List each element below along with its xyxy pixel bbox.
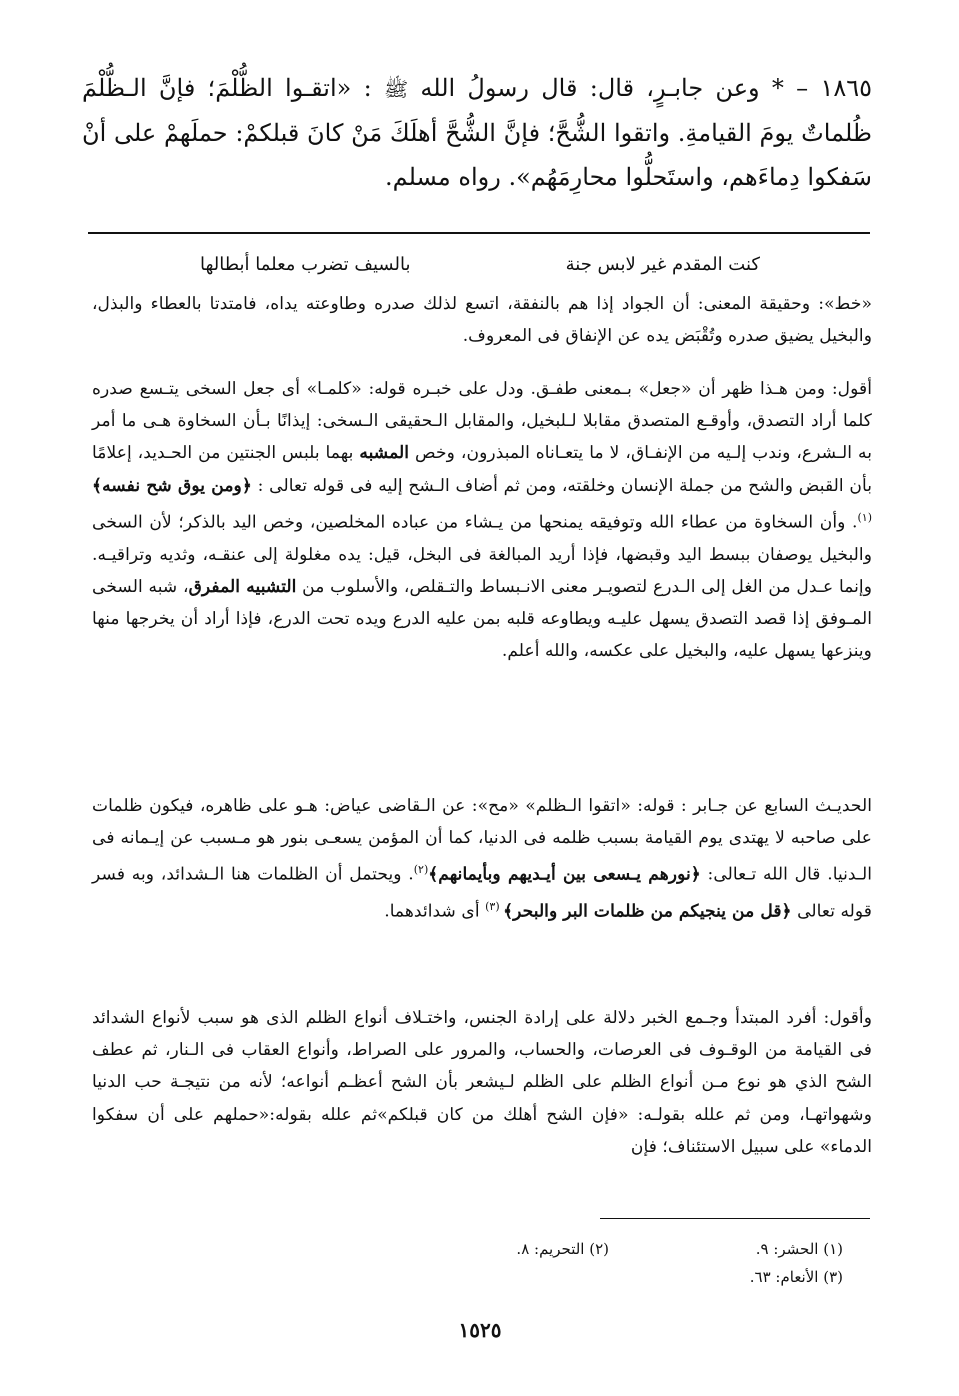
paragraph-text: وأقول: أفرد المبتدأ وجـمع الخبر دلالة على إرادة الجنس، واختـلاف أنواع الظلم الذى هو سبب لأنواع الشدائد فى القيامة من الوقـوف فى العرصات، والحساب، والمرور على الصراط، وأنواع العقاب فى الـنار، ثم عطف الشح الذي هو نوع مـن أنواع الظلم على الظلم لـيشعر بأن الشح أعظـم أنواعه؛ لأنه من نتيجـة حب الدنيا وشهواتهـا، ومن ثم علله بقولـه: «فإن الشح أهلك من كان قبلكم»ثم علله بقوله:«حملهم على أن سفكوا الدماء» على سبيل الاستئناف؛ فإن (92, 1008, 872, 1157)
commentary-paragraph-3 (92, 790, 872, 928)
quran-quote: ﴿ومن يوق شح نفسه﴾ (92, 475, 252, 496)
bold-term: التشبيه المفرق (188, 576, 297, 597)
poetry-verse (200, 250, 760, 280)
paragraph-text: . ويحتمل أن الظلمات هنا الـشدائد، وبه فسر قوله تعالى (92, 865, 872, 923)
paragraph-text: . وأن السخاوة من عطاء الله وتوفيقه يمنحها من يـشاء من عباده المخلصين، وخص اليد بالذكر؛ لأن السخى والبخيل يوصفان ببسط اليد وقبضها، فإذا أريد المبالغة فى البخل، قيل: يده مغلولة إلى عنقـه، وثديه وتراقيـه. وإنما عـدل من الغل إلى الـدرع لتصويـر معنى الانـبساط والتـقلص، والأسلوب من (92, 512, 872, 597)
paragraph-text: «خط»: وحقيقة المعنى: أن الجواد إذا هم بالنفقة، اتسع لذلك صدره وطاوعته يداه، فامتدتا بالعطاء والبذل، والبخيل يضيق صدره وتُقْبَض يده عن الإنفاق فى المعروف. (92, 294, 872, 347)
quran-quote: ﴿نورهم يـسعى بين أيـديهم وبأيمانهم﴾ (428, 865, 701, 886)
footnote-3: (٣) الأنعام: ٦٣. (749, 1268, 843, 1286)
star-icon: * (759, 74, 784, 102)
salawat-seal: ﷺ (383, 77, 409, 101)
paragraph-text: بهما بلبس الجنتين من الحـديد، إعلامًا بأن القبض والشح من جملة الإنسان وخلقته، ومن ثم أضاف الـشح إليه فى قوله تعالى : (92, 443, 872, 496)
footnote-ref: (٣) (485, 900, 504, 914)
footnote-1: (١) الحشر: ٩. (755, 1240, 843, 1258)
bold-term: المشبه (359, 443, 410, 464)
hadith-body: : «اتقـوا الظُّلْمَ؛ فإنَّ الـظُّلْمَ ظُلماتٌ يومَ القيامةِ. واتقوا الشُّحَّ؛ فإنَّ الشُّحَّ أهلَكَ مَنْ كانَ قبلكمْ: حملَهمْ على أنْ سَفكوا دِماءَهم، واستَحلُّوا محارِمَهُم». رواه مسلم. (82, 74, 872, 191)
header-divider (88, 232, 870, 234)
hadith-intro: وعن جابـرٍ، قال: قال رسولُ الله (408, 74, 760, 102)
footnote-2: (٢) التحريم: ٨. (516, 1240, 609, 1258)
paragraph-text: أى شدائدهما. (384, 902, 486, 923)
paragraph-text: أقول: ومن هـذا ظهر أن «جعل» بـمعنى طفـق. ودل على خبـره قوله: «كلمـا» أى جعل السخى يتـسع صدره كلما أراد التصدق، وأوقـع المتصدق مقابلا لـلبخيل، والمقابل الـحقيقى الـسخى: إيذانًا بـأن السخاوة هـى ما أمر به الـشرع، وندب إلـيه من الإنفـاق، لا ما يتعـاناه المبذرون، وخص (92, 379, 872, 464)
commentary-paragraph-4 (92, 1002, 872, 1163)
verse-hemistich-2: بالسيف تضرب معلما أبطالها (200, 254, 411, 275)
paragraph-text: ، شبه السخى المـوفق إذا قصد التصدق يسهل عليـه ويطاوعه قلبه بمن عليه الدرع ويده تحت الدرع، فإذا أراد أن يخرجها منها وينزعها يسهل عليه، والبخيل على عكسه، والله أعلم. (92, 576, 872, 662)
footnote-divider (600, 1218, 870, 1219)
commentary-paragraph-2 (92, 373, 872, 668)
page-number: ١٥٢٥ (458, 1318, 502, 1342)
footnote-ref: (٢) (413, 863, 429, 877)
hadith-number: ١٨٦٥ – (783, 74, 872, 102)
commentary-paragraph-1 (92, 288, 872, 352)
hadith-text (82, 66, 872, 199)
paragraph-text: الحديـث السابع عن جـابر : قوله: «اتقوا الـظلم» «مح»: عن الـقاضى عياض: هـو على ظاهره، فيكون ظلمات على صاحبه لا يهتدى يوم القيامة بسبب ظلمه فى الدنيا، كما أن المؤمن يسعـى بنور هو مـسبب عن إيـمانه فى الـدنيا. قال الله تـعالى: (92, 796, 872, 886)
quran-quote: ﴿قل من ينجيكم من ظلمات البر والبحر﴾ (503, 902, 792, 923)
footnote-ref: (١) (857, 510, 872, 524)
verse-hemistich-1: كنت المقدم غير لابس جنة (565, 254, 760, 275)
